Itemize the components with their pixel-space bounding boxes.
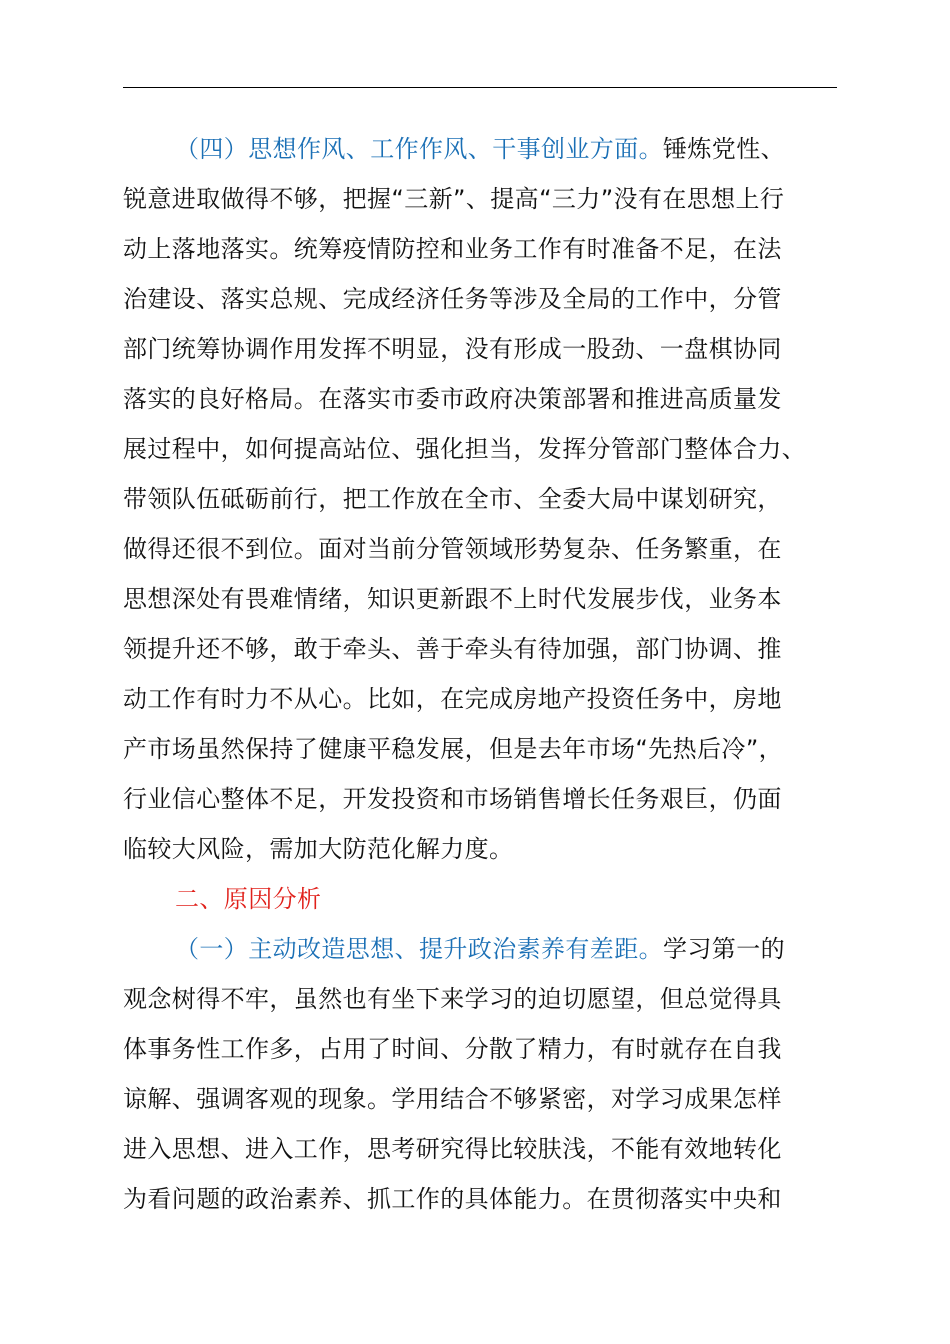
subsection-one-heading: （一）主动改造思想、提升政治素养有差距。 xyxy=(175,935,663,963)
paragraph-line: 带领队伍砥砺前行，把工作放在全市、全委大局中谋划研究， xyxy=(123,485,782,513)
paragraph-line: 思想深处有畏难情绪，知识更新跟不上时代发展步伐，业务本 xyxy=(123,585,782,613)
paragraph-line: 部门统筹协调作用发挥不明显，没有形成一股劲、一盘棋协同 xyxy=(123,335,782,363)
paragraph-line: 行业信心整体不足，开发投资和市场销售增长任务艰巨，仍面 xyxy=(123,785,782,813)
header-rule xyxy=(123,87,837,88)
paragraph-line xyxy=(123,124,837,174)
section-two-heading: 二、原因分析 xyxy=(175,885,322,913)
paragraph-line xyxy=(123,924,837,974)
paragraph-line: 落实的良好格局。在落实市委市政府决策部署和推进高质量发 xyxy=(123,385,782,413)
paragraph-line: 产市场虽然保持了健康平稳发展，但是去年市场“先热后冷”， xyxy=(123,735,784,763)
paragraph-line: 动上落地落实。统筹疫情防控和业务工作有时准备不足，在法 xyxy=(123,235,782,263)
paragraph-line: 进入思想、进入工作，思考研究得比较肤浅，不能有效地转化 xyxy=(123,1135,782,1163)
paragraph-line: 观念树得不牢，虽然也有坐下来学习的迫切愿望，但总觉得具 xyxy=(123,985,782,1013)
paragraph-line: 锐意进取做得不够，把握“三新”、提高“三力”没有在思想上行 xyxy=(123,185,785,213)
paragraph-line: 谅解、强调客观的现象。学用结合不够紧密，对学习成果怎样 xyxy=(123,1085,782,1113)
paragraph-line: 领提升还不够，敢于牵头、善于牵头有待加强，部门协调、推 xyxy=(123,635,782,663)
section-four-heading: （四）思想作风、工作作风、干事创业方面。 xyxy=(175,135,663,163)
document-body xyxy=(123,124,837,1224)
subsection-one-text: 学习第一的 xyxy=(663,935,785,963)
section-four-text: 锤炼党性、 xyxy=(663,135,785,163)
paragraph-line: 展过程中，如何提高站位、强化担当，发挥分管部门整体合力、 xyxy=(123,435,807,463)
paragraph-line: 做得还很不到位。面对当前分管领域形势复杂、任务繁重，在 xyxy=(123,535,782,563)
paragraph-line: 为看问题的政治素养、抓工作的具体能力。在贯彻落实中央和 xyxy=(123,1185,782,1213)
paragraph-line: 临较大风险，需加大防范化解力度。 xyxy=(123,835,514,863)
paragraph-line: 治建设、落实总规、完成经济任务等涉及全局的工作中，分管 xyxy=(123,285,782,313)
paragraph-line: 动工作有时力不从心。比如，在完成房地产投资任务中，房地 xyxy=(123,685,782,713)
paragraph-line: 体事务性工作多，占用了时间、分散了精力，有时就存在自我 xyxy=(123,1035,782,1063)
